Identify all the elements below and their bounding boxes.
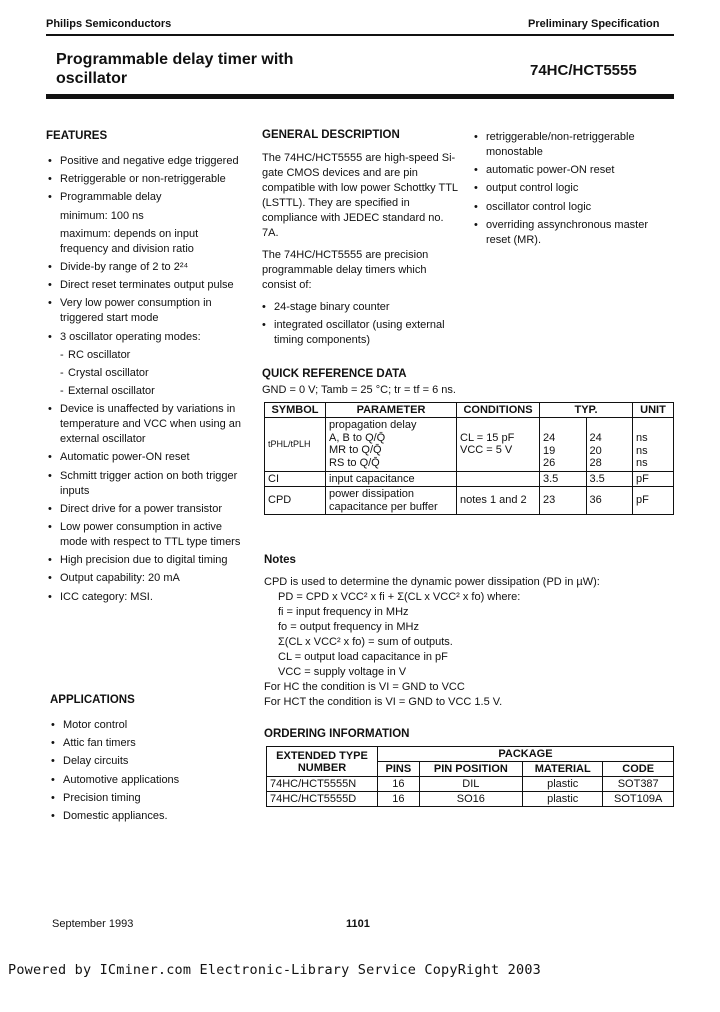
cell-typ-hct — [586, 418, 633, 472]
cell-conditions — [457, 418, 540, 472]
applications-list — [51, 718, 241, 827]
list-item: • Very low power consumption in triggered start mode — [48, 296, 248, 326]
cond-line: CL = 15 pF — [460, 431, 515, 444]
unit-value: ns — [636, 457, 648, 469]
ordering-table — [266, 746, 674, 807]
title-rule — [46, 94, 674, 99]
list-item: • automatic power-ON reset — [474, 163, 674, 178]
cell-symbol: tPHL/tPLH — [265, 418, 326, 472]
typ-value: 20 — [589, 444, 602, 457]
cond-line: VCC = 5 V — [460, 444, 513, 457]
cell-typ-hc — [540, 418, 587, 472]
list-item: - External oscillator — [48, 384, 248, 399]
company-name: Philips Semiconductors — [46, 18, 172, 30]
col-pin-position: PIN POSITION — [419, 762, 522, 777]
cell-typ-hc: 3.5 — [540, 471, 587, 487]
list-item: • Attic fan timers — [51, 736, 241, 751]
quick-ref-conditions: GND = 0 V; Tamb = 25 °C; tr = tf = 6 ns. — [262, 384, 456, 396]
list-item: • Automatic power-ON reset — [48, 450, 248, 465]
typ-value: 19 — [543, 444, 556, 457]
general-para-2: The 74HC/HCT5555 are precision programmable delay timers which consist of: — [262, 249, 429, 291]
table-row — [267, 777, 674, 792]
part-number: 74HC/HCT5555 — [530, 62, 637, 79]
unit-value: ns — [636, 432, 648, 444]
list-item: maximum: depends on input frequency and division ratio — [60, 227, 199, 255]
col-conditions: CONDITIONS — [457, 403, 540, 418]
param-line: propagation delay — [329, 419, 417, 431]
list-item: • output control logic — [474, 181, 674, 196]
list-item: • ICC category: MSI. — [48, 590, 248, 605]
list-item: • Direct drive for a power transistor — [48, 502, 248, 517]
list-item: • oscillator control logic — [474, 200, 674, 215]
title-line-1: Programmable delay timer with — [56, 51, 294, 68]
list-item: • Low power consumption in active mode with respect to TTL type timers — [48, 520, 248, 550]
typ-value: 24 — [543, 432, 556, 444]
table-header-row — [265, 403, 674, 418]
col-pins: PINS — [378, 762, 420, 777]
cell-parameter — [326, 418, 457, 472]
param-line: A, B to Q/Q̄ — [329, 431, 386, 444]
cell-code: SOT109A — [603, 792, 674, 807]
notes-body — [264, 575, 674, 710]
spec-status: Preliminary Specification — [528, 18, 660, 30]
col-typ: TYP. — [540, 403, 633, 418]
list-item: • Motor control — [51, 718, 241, 733]
list-item: • Precision timing — [51, 791, 241, 806]
typ-value: 26 — [543, 457, 556, 469]
cell-pin-position: DIL — [419, 777, 522, 792]
table-row — [265, 418, 674, 472]
cell-symbol: CPD — [265, 487, 326, 515]
table-row — [265, 487, 674, 515]
col-material: MATERIAL — [523, 762, 603, 777]
cell-unit: pF — [633, 471, 674, 487]
note-line: VCC = supply voltage in V — [278, 666, 407, 678]
table-row — [267, 792, 674, 807]
note-line: For HCT the condition is VI = GND to VCC 1.5 V. — [264, 696, 503, 708]
table-row — [265, 471, 674, 487]
cell-parameter: power dissipation capacitance per buffer — [326, 487, 457, 515]
general-heading: GENERAL DESCRIPTION — [262, 129, 400, 141]
general-list — [262, 300, 462, 351]
list-item: - Crystal oscillator — [48, 366, 248, 381]
cell-pin-position: SO16 — [419, 792, 522, 807]
title-line-2: oscillator — [56, 70, 128, 87]
col-code: CODE — [603, 762, 674, 777]
cell-type: 74HC/HCT5555D — [267, 792, 378, 807]
list-item: • Direct reset terminates output pulse — [48, 278, 248, 293]
general-list-right — [474, 130, 674, 251]
note-line: fo = output frequency in MHz — [278, 621, 419, 633]
list-item: • retriggerable/non-retriggerable monostable — [474, 130, 674, 160]
typ-value: 28 — [589, 457, 602, 469]
cell-material: plastic — [523, 777, 603, 792]
quick-ref-table — [264, 402, 674, 515]
col-unit: UNIT — [633, 403, 674, 418]
list-item: • Automotive applications — [51, 773, 241, 788]
note-line: fi = input frequency in MHz — [278, 606, 409, 618]
cell-typ-hct: 36 — [586, 487, 633, 515]
cell-code: SOT387 — [603, 777, 674, 792]
list-item: • integrated oscillator (using external timing components) — [262, 318, 462, 348]
list-item: • Programmable delay — [48, 190, 248, 205]
cell-typ-hct: 3.5 — [586, 471, 633, 487]
table-header-row — [267, 747, 674, 762]
cell-symbol: CI — [265, 471, 326, 487]
list-item: • 3 oscillator operating modes: — [48, 330, 248, 345]
cell-type: 74HC/HCT5555N — [267, 777, 378, 792]
list-item: • overriding assynchronous master reset (MR). — [474, 218, 674, 248]
col-symbol: SYMBOL — [265, 403, 326, 418]
cell-typ-hc: 23 — [540, 487, 587, 515]
ordering-heading: ORDERING INFORMATION — [264, 728, 410, 740]
cell-conditions — [457, 471, 540, 487]
list-item: • 24-stage binary counter — [262, 300, 462, 315]
note-line: CPD is used to determine the dynamic power dissipation (PD in µW): — [264, 576, 600, 588]
cell-parameter: input capacitance — [326, 471, 457, 487]
footer-date: September 1993 — [52, 918, 134, 930]
list-item: • High precision due to digital timing — [48, 553, 248, 568]
param-line: RS to Q/Q̄ — [329, 456, 380, 469]
note-line: Σ(CL x VCC² x fo) = sum of outputs. — [278, 636, 453, 648]
applications-heading: APPLICATIONS — [50, 694, 135, 706]
cell-conditions: notes 1 and 2 — [457, 487, 540, 515]
document-title — [56, 50, 356, 88]
col-package: PACKAGE — [378, 747, 674, 762]
cell-unit: pF — [633, 487, 674, 515]
list-item: • Retriggerable or non-retriggerable — [48, 172, 248, 187]
list-item: • Domestic appliances. — [51, 809, 241, 824]
notes-heading: Notes — [264, 554, 296, 566]
list-item: • Delay circuits — [51, 754, 241, 769]
footer-page-number: 1101 — [346, 918, 370, 930]
list-item: - RC oscillator — [48, 348, 248, 363]
note-line: PD = CPD x VCC² x fi + Σ(CL x VCC² x fo) where: — [278, 591, 521, 603]
list-item: • Schmitt trigger action on both trigger inputs — [48, 469, 248, 499]
features-list — [48, 154, 248, 608]
list-item: • Positive and negative edge triggered — [48, 154, 248, 169]
note-line: CL = output load capacitance in pF — [278, 651, 448, 663]
header-rule — [46, 34, 674, 36]
typ-value: 24 — [589, 432, 602, 444]
col-extended-type: EXTENDED TYPE NUMBER — [267, 747, 378, 777]
col-parameter: PARAMETER — [326, 403, 457, 418]
list-item: • Device is unaffected by variations in temperature and VCC when using an external oscillator — [48, 402, 248, 447]
cell-unit — [633, 418, 674, 472]
list-item: • Divide-by range of 2 to 2²⁴ — [48, 260, 248, 275]
cell-pins: 16 — [378, 777, 420, 792]
features-heading: FEATURES — [46, 130, 108, 142]
general-para-1: The 74HC/HCT5555 are high-speed Si-gate CMOS devices and are pin compatible with low power Schottky TTL (LSTTL). They are specified in compliance with JEDEC standard no. 7A. — [262, 152, 458, 239]
note-line: For HC the condition is VI = GND to VCC — [264, 681, 465, 693]
list-item: • Output capability: 20 mA — [48, 571, 248, 586]
param-line: MR to Q/Q̄ — [329, 444, 382, 456]
list-item: minimum: 100 ns — [60, 209, 144, 222]
cell-pins: 16 — [378, 792, 420, 807]
cell-material: plastic — [523, 792, 603, 807]
powered-by-notice: Powered by ICminer.com Electronic-Library Service CopyRight 2003 — [8, 962, 541, 978]
unit-value: ns — [636, 444, 648, 457]
quick-ref-heading: QUICK REFERENCE DATA — [262, 368, 407, 380]
